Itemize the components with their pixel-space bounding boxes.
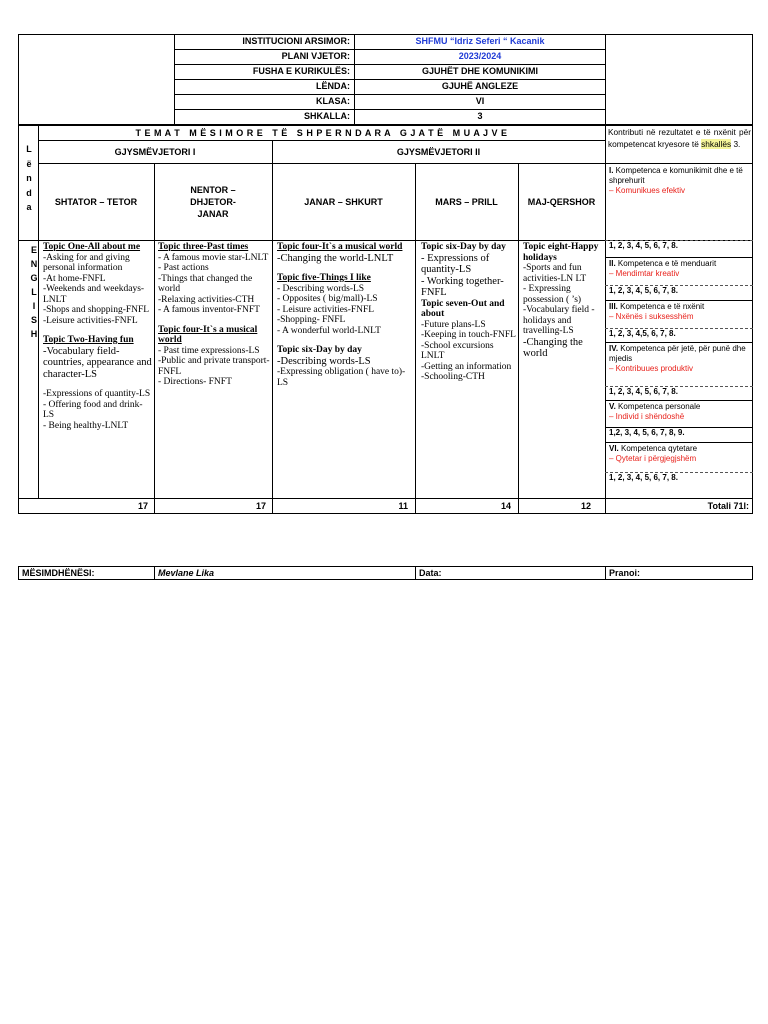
lenda-vertical-label: L ë n d a — [26, 144, 32, 212]
competence-description: VI. Kompetenca qytetare – Qytetar i përgjegjshëm — [609, 444, 698, 463]
teacher-name: Mevlane Lika — [158, 568, 215, 578]
semester-1-label: GJYSMËVJETORI I — [114, 146, 196, 157]
table-title: T E M A T M Ë S I M O R E T Ë S H P E R N D A R A G J A T Ë M U A J V E — [135, 127, 508, 138]
competence-outcomes: 1, 2, 3, 4,5, 6, 7, 8. — [609, 329, 676, 338]
month-header-4: MARS – PRILL — [435, 196, 498, 207]
contribution-header: Kontributi në rezultatet e të nxënit për kompetencat kryesore të shkallës 3. — [608, 127, 751, 149]
month-header-5: MAJ-QERSHOR — [527, 196, 596, 207]
competence-outcomes: 1,2, 3, 4, 5, 6, 7, 8, 9. — [609, 428, 685, 437]
header-label: LËNDA: — [316, 81, 350, 91]
topics-column-3: Topic four-It`s a musical world -Changing the world-LNLT Topic five-Things I like - Describing words-LS - Opposites ( big/mall)-LS - Leisure activities-FNFL -Shopping- FNFL - A wonderful world-LNLT Topic six-Day by day -Describing words-LS -Expressing obligation ( have to)-LS — [277, 242, 406, 388]
header-label: PLANI VJETOR: — [281, 51, 350, 61]
month-header-2: NENTOR – DHJETOR-JANAR — [190, 184, 236, 219]
hours-column-1: 17 — [137, 501, 148, 511]
competence-outcomes: 1, 2, 3, 4, 5, 6, 7, 8. — [609, 241, 678, 250]
competence-description: II. Kompetenca e të menduarit – Mendimtar kreativ — [609, 259, 717, 278]
header-value: SHFMU “Idriz Seferi “ Kacanik — [415, 36, 545, 46]
competence-description: I. Kompetenca e komunikimit dhe e të shprehurit – Komunikues efektiv — [609, 166, 743, 195]
header-value: 2023/2024 — [458, 51, 502, 61]
competence-description: III. Kompetenca e të nxënit – Nxënës i suksesshëm — [609, 302, 705, 321]
hours-column-5: 12 — [580, 501, 591, 511]
hours-column-2: 17 — [255, 501, 266, 511]
date-label: Data: — [419, 568, 442, 578]
footer-row — [18, 566, 753, 580]
competence-outcomes: 1, 2, 3, 4, 5, 6, 7, 8. — [609, 387, 678, 396]
total-hours: Totali 71l: — [707, 501, 749, 511]
header-label: FUSHA E KURIKULËS: — [252, 66, 350, 76]
month-header-1: SHTATOR – TETOR — [54, 196, 138, 207]
approved-label: Pranoi: — [609, 568, 641, 578]
topics-column-1: Topic One-All about me -Asking for and giving personal information -At home-FNFL -Weekends and weekdays-LNLT -Shops and shopping-FNFL -Leisure activities-FNFL Topic Two-Having fun -Vocabulary field- countries, appearance and character-LS -Expressions of quantity-LS - Offering food and drink-LS - Being healthy-LNLT — [43, 242, 152, 431]
topics-column-4: Topic six-Day by day - Expressions of quantity-LS - Working together-FNFL Topic seven-Out and about -Future plans-LS -Keeping in touch-FNFL -School excursions LNLT -Getting an information -Schooling-CTH — [421, 242, 516, 382]
header-value: VI — [475, 96, 485, 106]
topics-column-2: Topic three-Past times - A famous movie star-LNLT - Past actions -Things that changed the world -Relaxing activities-CTH - A famous inventor-FNFT Topic four-It`s a musical world - Past time expressions-LS -Public and private transport-FNFL - Directions- FNFT — [158, 242, 270, 387]
header-value: GJUHËT DHE KOMUNIKIMI — [421, 66, 538, 76]
competence-outcomes: 1, 2, 3, 4, 5, 6, 7, 8. — [609, 473, 678, 482]
header-label: SHKALLA: — [304, 111, 350, 121]
competence-description: V. Kompetenca personale – Individ i shëndoshë — [609, 402, 701, 421]
header-label: INSTITUCIONI ARSIMOR: — [242, 36, 350, 46]
month-header-3: JANAR – SHKURT — [304, 196, 383, 207]
header-value: 3 — [477, 111, 483, 121]
subject-vertical-label: E N G L I S H — [30, 245, 38, 339]
teacher-label: MËSIMDHËNËSI: — [22, 568, 95, 578]
header-label: KLASA: — [316, 96, 350, 106]
competence-outcomes: 1, 2, 3, 4, 5, 6, 7, 8. — [609, 286, 678, 295]
competence-description: IV. Kompetenca për jetë, për punë dhe mjedis – Kontribuues produktiv — [609, 344, 746, 373]
hours-column-4: 14 — [500, 501, 511, 511]
topics-column-5: Topic eight-Happy holidays -Sports and fun activities-LN LT - Expressing possession ( ’s) -Vocabulary field - holidays and travelling-LS -Changing the world — [523, 242, 599, 359]
semester-2-label: GJYSMËVJETORI II — [396, 146, 481, 157]
hours-column-3: 11 — [398, 501, 408, 511]
header-value: GJUHË ANGLEZE — [441, 81, 519, 91]
